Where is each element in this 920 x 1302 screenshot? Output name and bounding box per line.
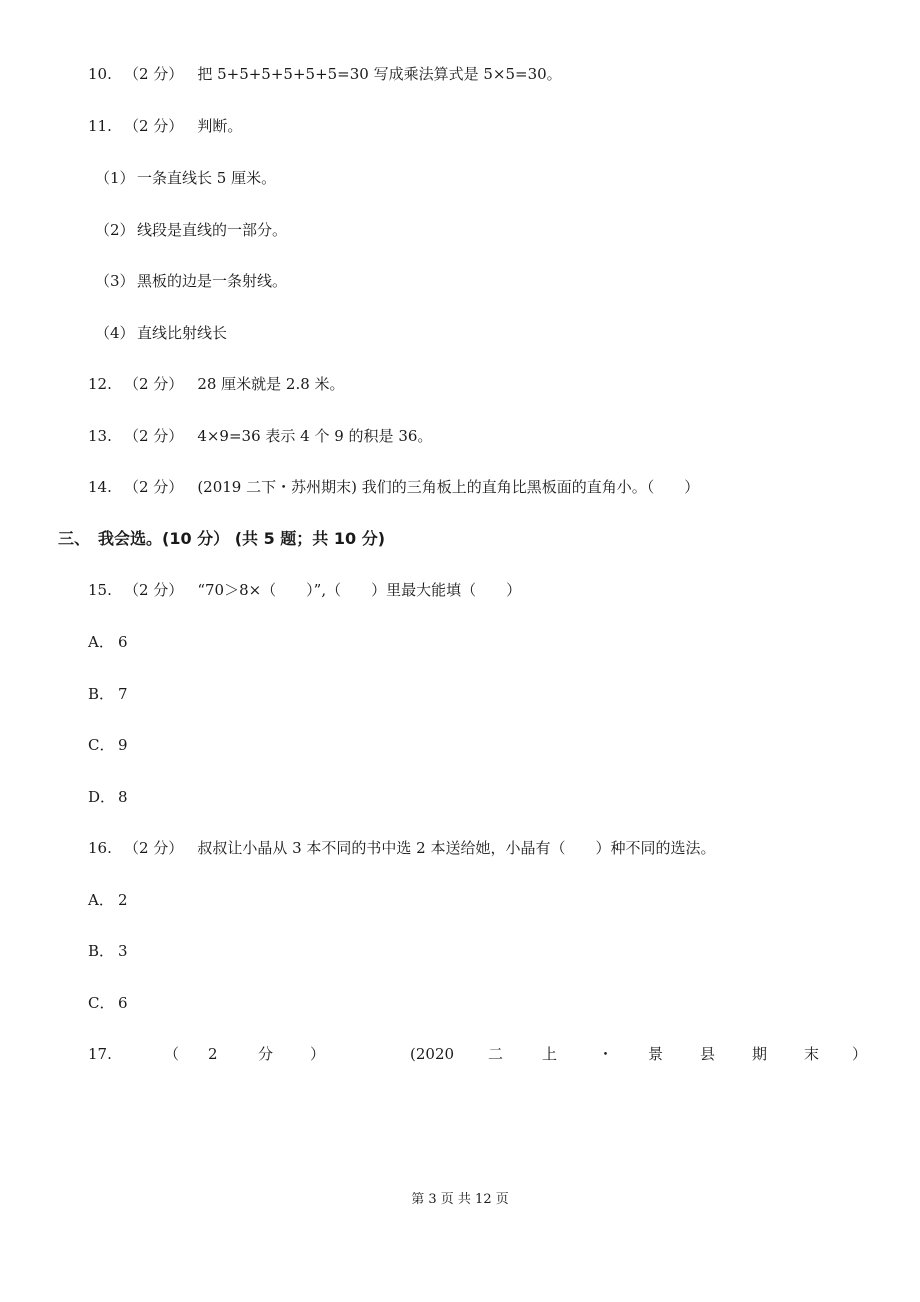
option-text: 8 [118, 788, 128, 806]
sub-question-text: 一条直线长 5 厘米。 [137, 169, 277, 187]
option-a[interactable] [88, 632, 128, 652]
question-16 [88, 838, 715, 858]
option-letter: B． [88, 685, 115, 703]
question-15 [88, 580, 521, 600]
question-score: （2 分） [124, 427, 184, 445]
question-10 [88, 64, 562, 84]
question-11 [88, 116, 242, 136]
q17-part: ） [852, 1045, 868, 1063]
sub-question-4 [95, 323, 227, 343]
option-b[interactable] [88, 684, 128, 704]
q17-part: 2 [208, 1045, 218, 1063]
page-footer: 第 3 页 共 12 页 [411, 1192, 509, 1207]
question-score: （2 分） [124, 478, 184, 496]
q17-part: 期 [752, 1045, 768, 1063]
question-text: 把 5+5+5+5+5+5=30 写成乘法算式是 5×5=30。 [197, 65, 562, 83]
question-score: （2 分） [124, 375, 184, 393]
section-heading: 三、 我会选。(10 分） (共 5 题；共 10 分) [58, 529, 386, 548]
question-number: 16. [88, 839, 112, 857]
question-score: （2 分） [124, 581, 184, 599]
question-text: 4×9=36 表示 4 个 9 的积是 36。 [197, 427, 433, 445]
question-number: 10. [88, 65, 112, 83]
sub-question-text: 直线比射线长 [137, 324, 228, 342]
question-13 [88, 426, 432, 446]
option-text: 2 [118, 891, 128, 909]
question-number: 14. [88, 478, 112, 496]
option-a[interactable] [88, 890, 128, 910]
question-number: 17. [88, 1045, 112, 1063]
sub-question-number: （4） [95, 324, 135, 342]
sub-question-1 [95, 168, 276, 188]
question-number: 15. [88, 581, 112, 599]
option-d[interactable] [88, 787, 128, 807]
q17-part: (2020 [410, 1045, 455, 1063]
option-text: 7 [118, 685, 128, 703]
option-letter: D． [88, 788, 116, 806]
question-12 [88, 374, 345, 394]
question-text: 叔叔让小晶从 3 本不同的书中选 2 本送给她，小晶有（ ）种不同的选法。 [197, 839, 716, 857]
q17-part: 上 [542, 1045, 558, 1063]
option-letter: C． [88, 994, 115, 1012]
question-number: 13. [88, 427, 112, 445]
q17-part: 分 [258, 1045, 274, 1063]
question-score: （2 分） [124, 65, 184, 83]
question-text: “70＞8×（ ）”,（ ）里最大能填（ ） [197, 581, 522, 599]
option-b[interactable] [88, 941, 128, 961]
question-17 [88, 1044, 868, 1064]
option-letter: B． [88, 942, 115, 960]
q17-part: ） [310, 1045, 326, 1063]
q17-part: （ [164, 1045, 180, 1063]
option-c[interactable] [88, 993, 128, 1013]
sub-question-2 [95, 220, 287, 240]
option-c[interactable] [88, 735, 128, 755]
sub-question-number: （1） [95, 169, 135, 187]
sub-question-text: 黑板的边是一条射线。 [137, 272, 288, 290]
question-score: （2 分） [124, 839, 184, 857]
q17-part: ・ [598, 1045, 614, 1063]
sub-question-number: （2） [95, 221, 135, 239]
question-number: 11. [88, 117, 112, 135]
option-text: 6 [118, 633, 128, 651]
sub-question-text: 线段是直线的一部分。 [137, 221, 288, 239]
question-text: (2019 二下・苏州期末) 我们的三角板上的直角比黑板面的直角小。（ ） [197, 478, 700, 496]
q17-part: 县 [700, 1045, 716, 1063]
option-text: 9 [118, 736, 128, 754]
q17-part: 景 [648, 1045, 664, 1063]
question-score: （2 分） [124, 117, 184, 135]
option-letter: A． [88, 633, 114, 651]
q17-part: 末 [804, 1045, 820, 1063]
question-text: 28 厘米就是 2.8 米。 [197, 375, 345, 393]
option-letter: C． [88, 736, 115, 754]
sub-question-3 [95, 271, 287, 291]
option-letter: A． [88, 891, 114, 909]
question-number: 12. [88, 375, 112, 393]
sub-question-number: （3） [95, 272, 135, 290]
option-text: 3 [118, 942, 128, 960]
q17-part: 二 [488, 1045, 504, 1063]
question-text: 判断。 [197, 117, 243, 135]
question-14 [88, 477, 699, 497]
option-text: 6 [118, 994, 128, 1012]
